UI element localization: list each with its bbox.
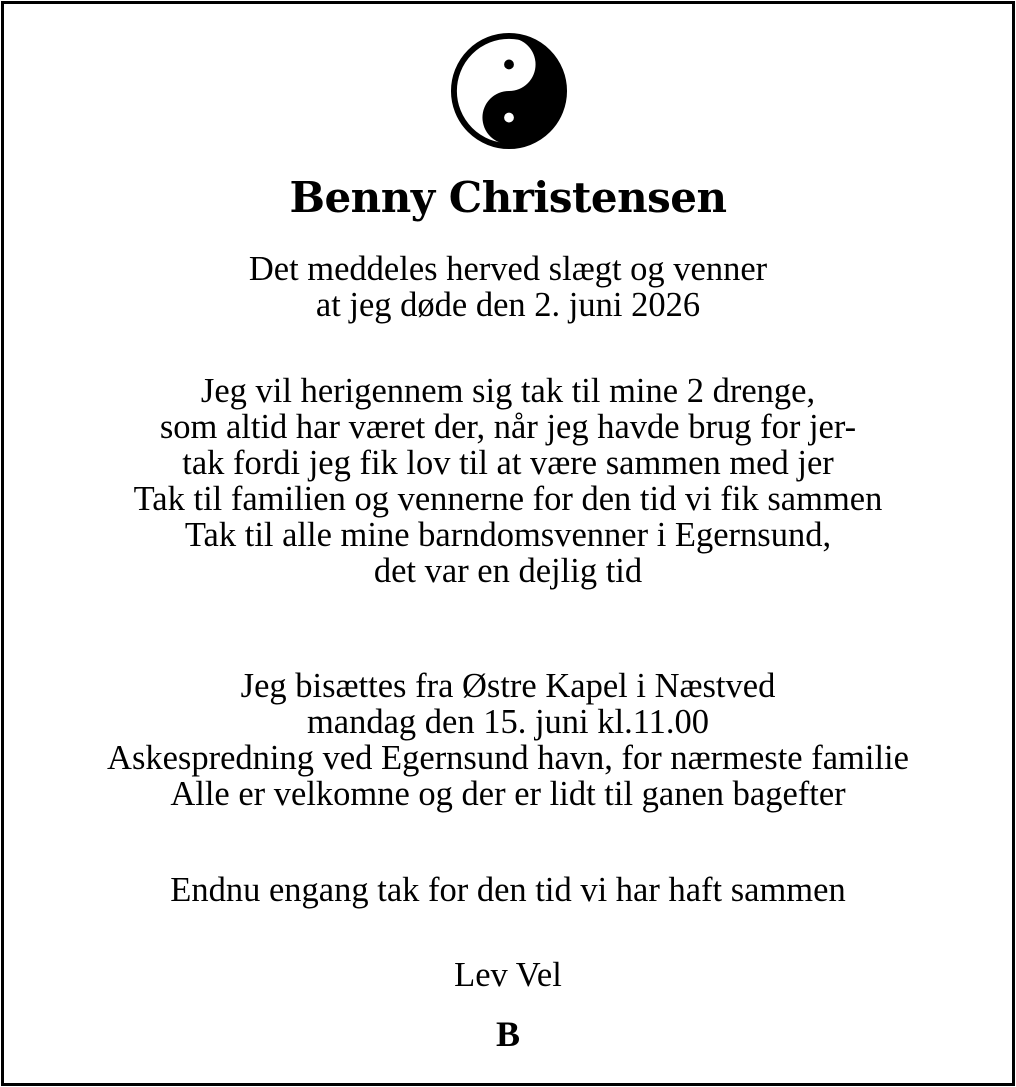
obituary-content — [4, 4, 1012, 1083]
yin-yang-icon — [450, 32, 568, 150]
thanks-line: det var en dejlig tid — [373, 552, 643, 590]
thanks-line: tak fordi jeg fik lov til at være sammen med jer — [182, 444, 834, 482]
signature-initial: B — [495, 1014, 520, 1054]
thanks-line: som altid har været der, når jeg havde brug for jer- — [159, 408, 857, 446]
funeral-block — [4, 668, 1012, 812]
funeral-line: Askespredning ved Egernsund havn, for nærmeste familie — [107, 739, 909, 777]
farewell-text: Lev Vel — [454, 956, 562, 994]
thanks-line: Tak til familien og vennerne for den tid vi fik sammen — [133, 480, 883, 518]
announcement-line: at jeg døde den 2. juni 2026 — [315, 286, 701, 324]
farewell-line — [4, 957, 1012, 993]
thanks-block — [4, 373, 1012, 589]
funeral-line: Jeg bisættes fra Østre Kapel i Næstved — [240, 667, 776, 705]
obituary-frame — [1, 1, 1015, 1086]
thanks-line: Jeg vil herigennem sig tak til mine 2 drenge, — [200, 372, 816, 410]
announcement-block — [4, 251, 1012, 323]
deceased-name: Benny Christensen — [289, 173, 727, 222]
funeral-line: mandag den 15. juni kl.11.00 — [306, 703, 710, 741]
thanks-line: Tak til alle mine barndomsvenner i Egernsund, — [184, 516, 832, 554]
announcement-line: Det meddeles herved slægt og venner — [248, 250, 768, 288]
closing-text: Endnu engang tak for den tid vi har haft sammen — [170, 871, 846, 909]
funeral-line: Alle er velkomne og der er lidt til ganen bagefter — [170, 775, 846, 813]
closing-line — [4, 872, 1012, 908]
